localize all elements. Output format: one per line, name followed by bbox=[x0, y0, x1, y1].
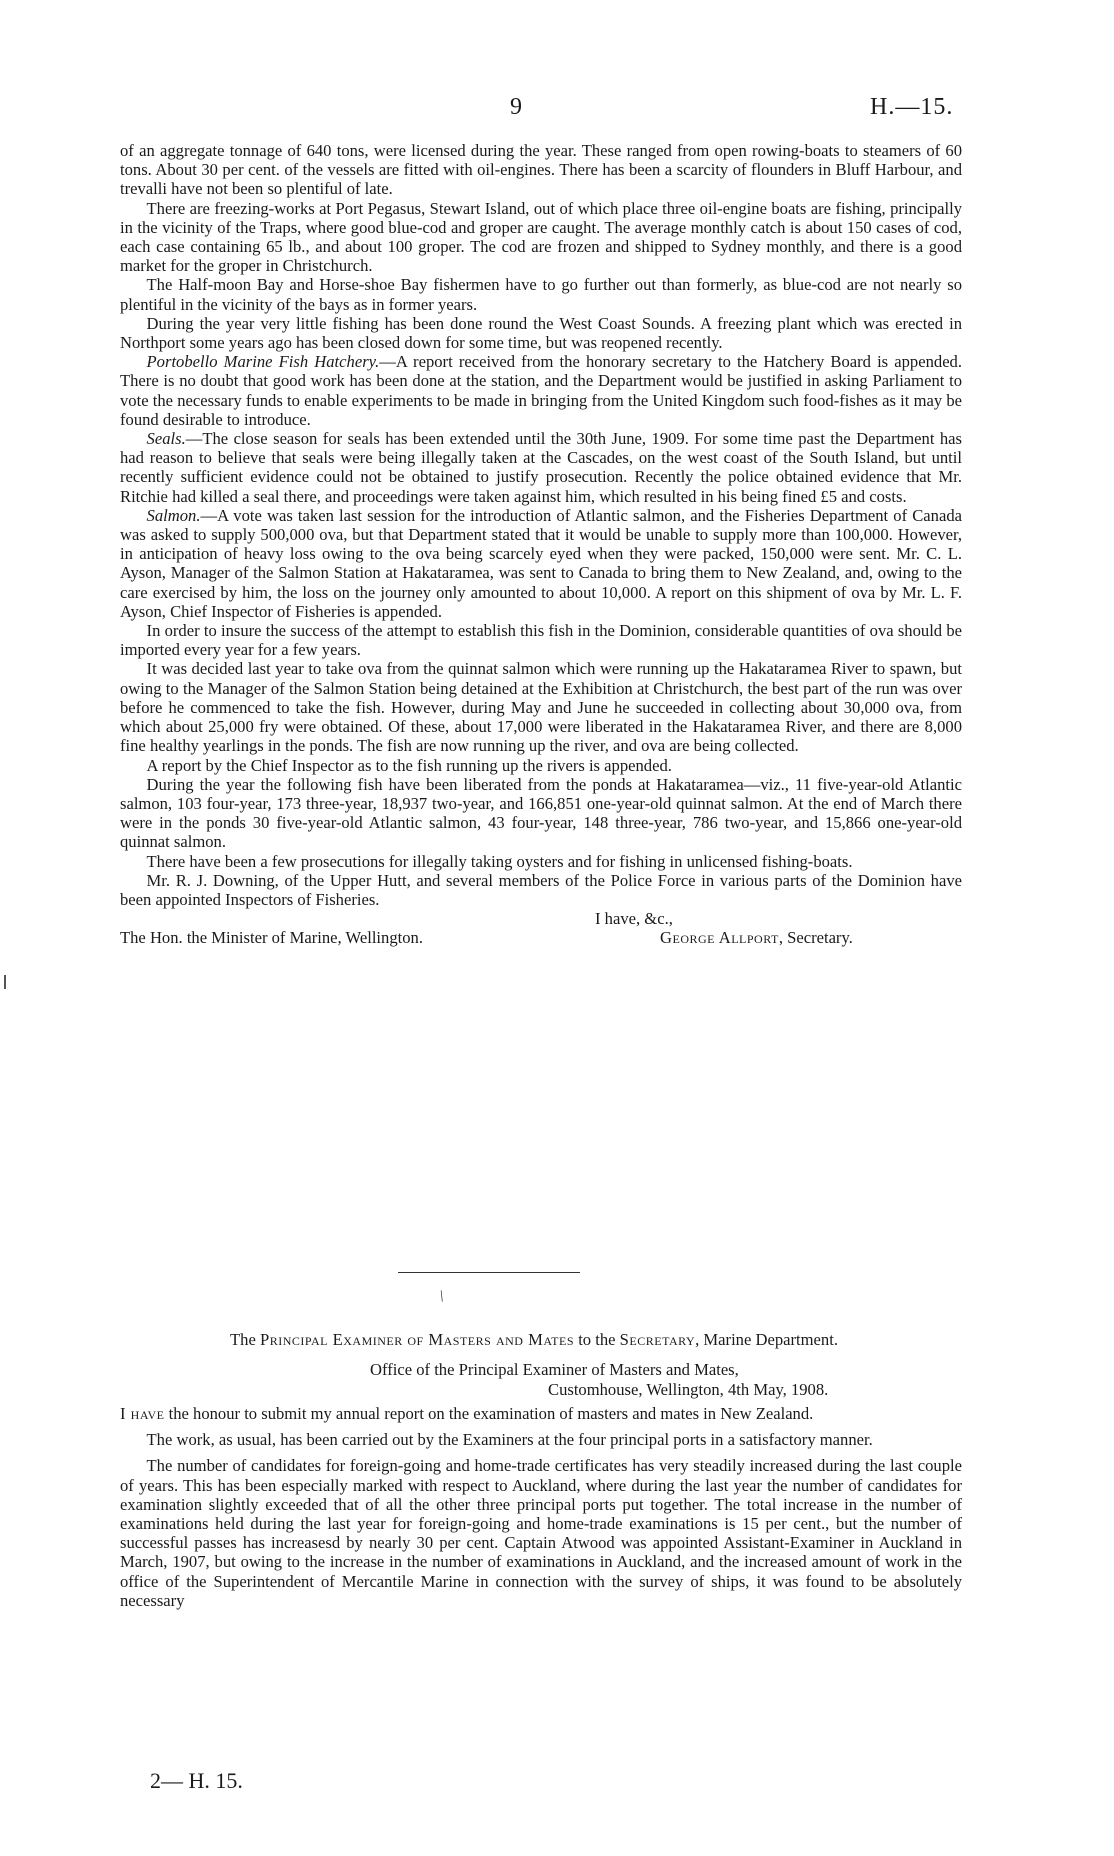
paragraph: The number of candidates for foreign-going and home-trade certificates has very steadily increased during the last couple of years. This has been especially marked with respect to Auckland, where during the last year the number of candidates for examination slightly exceeded that of all the other three principal ports put together. The total increase in the number of examinations held during the last year for foreign-going and home-trade examinations is 15 per cent., but the number of successful passes has increasesd by nearly 30 per cent. Captain Atwood was appointed Assistant-Examiner in Auckland in March, 1907, but owing to the increase in the number of examinations in Auckland, and the increased amount of work in the office of the Superintendent of Mercantile Marine in connection with the survey of ships, it was found to be absolutely necessary bbox=[120, 1456, 962, 1610]
paragraph: I have the honour to submit my annual report on the examination of masters and mates in New Zealand. bbox=[120, 1404, 814, 1423]
sender-title: Principal Examiner of Masters and Mates bbox=[259, 1330, 575, 1349]
section-divider bbox=[398, 1272, 580, 1273]
sheet-code: 2— H. 15. bbox=[150, 1768, 243, 1793]
margin-mark bbox=[4, 975, 6, 989]
paragraph: There are freezing-works at Port Pegasus, Stewart Island, out of which place three oil-engine boats are fishing, principally in the vicinity of the Traps, where good blue-cod and groper are caught. The average monthly catch is about 150 cases of cod, each case containing 65 lb., and about 100 groper. The cod are frozen and shipped to Sydney monthly, and there is a good market for the groper in Christchurch. bbox=[120, 198, 962, 276]
tick-mark: / bbox=[436, 1287, 448, 1306]
recipient-title: Secretary bbox=[619, 1330, 696, 1349]
paragraph: of an aggregate tonnage of 640 tons, were licensed during the year. These ranged from open rowing-boats to steamers of 60 tons. About 30 per cent. of the vessels are fitted with oil-engines. There has been a scarcity of flounders in Bluff Harbour, and trevalli have not been so plentiful of late. bbox=[120, 141, 962, 199]
examiner-report-body bbox=[120, 1404, 962, 1617]
paragraph: During the year the following fish have been liberated from the ponds at Hakataramea—viz., 11 five-year-old Atlantic salmon, 103 four-year, 173 three-year, 18,937 two-year, and 166,851 one-year-old quinnat salmon. At the end of March there were in the ponds 30 five-year-old Atlantic salmon, 43 four-year, 148 three-year, 786 two-year, and 15,866 one-year-old quinnat salmon. bbox=[120, 774, 962, 852]
letter-heading: The Principal Examiner of Masters and Mates to the Secretary, Marine Department. bbox=[230, 1330, 838, 1349]
paragraph-salmon: Salmon.—A vote was taken last session for the introduction of Atlantic salmon, and the Fisheries Department of Canada was asked to supply 500,000 ova, but that Department stated that it would be unable to supply more than 100,000. However, in anticipation of heavy loss owing to the ova being scarcely eyed when they were packed, 150,000 were sent. Mr. C. L. Ayson, Manager of the Salmon Station at Hakataramea, was sent to Canada to bring them to New Zealand, and, owing to the care exercised by him, the loss on the journey only amounted to about 10,000. A report on this shipment of ova by Mr. L. F. Ayson, Chief Inspector of Fisheries is appended. bbox=[120, 505, 962, 621]
report-body bbox=[120, 141, 962, 947]
paragraph: There have been a few prosecutions for illegally taking oysters and for fishing in unlicensed fishing-boats. bbox=[146, 851, 853, 871]
addressee: The Hon. the Minister of Marine, Wellington. bbox=[120, 928, 423, 948]
closing: I have, &c., bbox=[595, 909, 673, 929]
page-number: 9 bbox=[510, 94, 522, 120]
office-address: Office of the Principal Examiner of Masters and Mates, Customhouse, Wellington, 4th May, 1908. bbox=[370, 1360, 829, 1399]
section-lead: Salmon. bbox=[146, 505, 201, 525]
opening-words: I have bbox=[120, 1404, 165, 1423]
paragraph-hatchery: Portobello Marine Fish Hatchery.—A report received from the honorary secretary to the Hatchery Board is appended. There is no doubt that good work has been done at the station, and the Department would be justified in asking Parliament to vote the necessary funds to enable experiments to be made in bringing from the United Kingdom such food-fishes as it may be found desirable to introduce. bbox=[120, 352, 962, 429]
paragraph-seals: Seals.—The close season for seals has been extended until the 30th June, 1909. For some time past the Department has had reason to believe that seals were being illegally taken at the Cascades, on the west coast of the South Island, but until recently sufficient evidence could not be obtained to justify prosecution. Recently the police obtained evidence that Mr. Ritchie had killed a seal there, and proceedings were taken against him, which resulted in his being fined £5 and costs. bbox=[120, 429, 962, 506]
paragraph: Mr. R. J. Downing, of the Upper Hutt, and several members of the Police Force in various parts of the Dominion have been appointed Inspectors of Fisheries. bbox=[120, 870, 962, 909]
paragraph: In order to insure the success of the attempt to establish this fish in the Dominion, considerable quantities of ova should be imported every year for a few years. bbox=[120, 621, 962, 660]
paragraph: It was decided last year to take ova from the quinnat salmon which were running up the Hakataramea River to spawn, but owing to the Manager of the Salmon Station being detained at the Exhibition at Christchurch, the best part of the run was over before he commenced to take the fish. However, during May and June he succeeded in collecting about 30,000 ova, from which about 25,000 fry were obtained. Of these, about 17,000 were liberated in the Hakataramea River, and there are 8,000 fine healthy yearlings in the ponds. The fish are now running up the river, and ova are being collected. bbox=[120, 659, 962, 756]
section-lead: Seals. bbox=[146, 429, 186, 449]
section-lead: Portobello Marine Fish Hatchery. bbox=[146, 352, 380, 372]
paragraph: The Half-moon Bay and Horse-shoe Bay fishermen have to go further out than formerly, as blue-cod are not nearly so plentiful in the vicinity of the bays as in former years. bbox=[120, 275, 962, 314]
closing-row bbox=[120, 909, 962, 928]
signatory: George Allport, Secretary. bbox=[660, 928, 853, 948]
paragraph: A report by the Chief Inspector as to the fish running up the rivers is appended. bbox=[146, 755, 672, 775]
signature-row bbox=[120, 928, 962, 947]
paragraph: During the year very little fishing has been done round the West Coast Sounds. A freezing plant which was erected in Northport some years ago has been closed down for some time, but was reopened recently. bbox=[120, 313, 962, 353]
paragraph: The work, as usual, has been carried out by the Examiners at the four principal ports in a satisfactory manner. bbox=[146, 1430, 873, 1450]
document-code: H.—15. bbox=[870, 94, 954, 120]
